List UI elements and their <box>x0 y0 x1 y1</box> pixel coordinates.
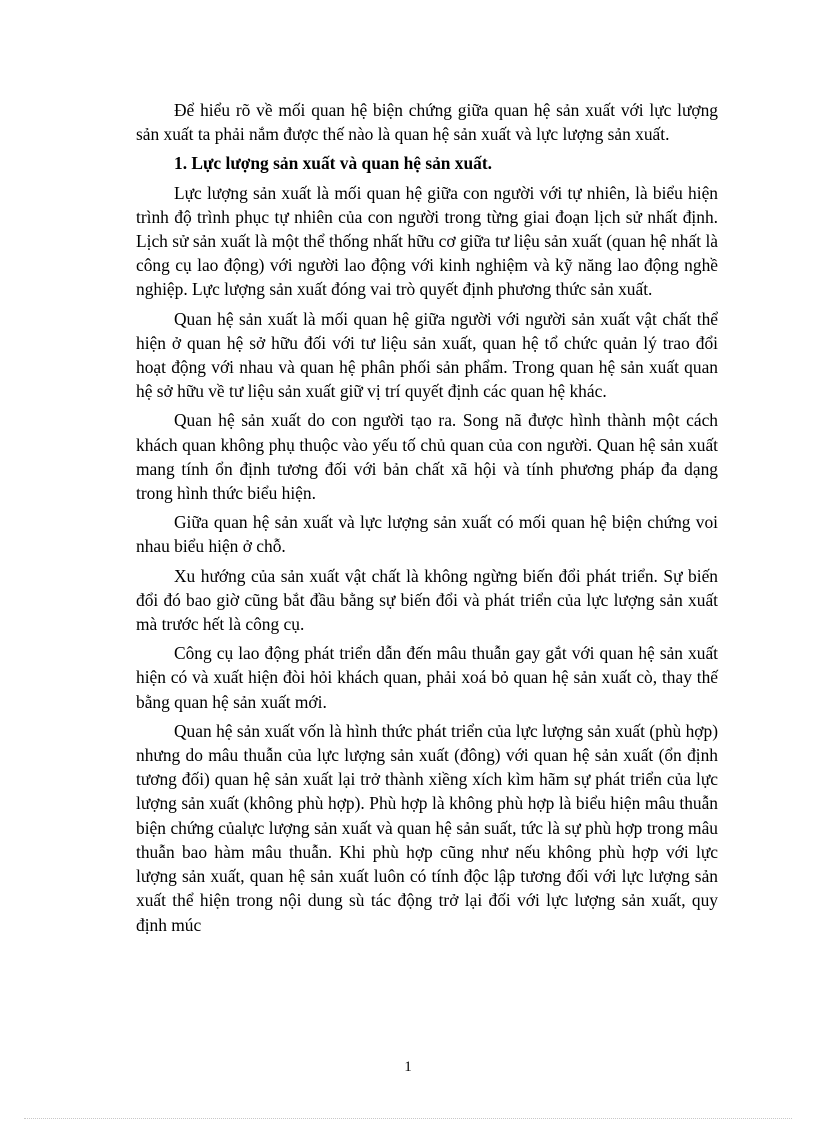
intro-paragraph: Để hiểu rõ về mối quan hệ biện chứng giữa quan hệ sản xuất với lực lượng sản xuất ta phải nắm được thế nào là quan hệ sản xuất và lực lượng sản xuất. <box>136 100 718 145</box>
paragraph-dialectical-relation: Giữa quan hệ sản xuất và lực lượng sản xuất có mối quan hệ biện chứng voi nhau biểu hiện ở chỗ. <box>136 512 718 557</box>
paragraph-development-trend: Xu hướng của sản xuất vật chất là không ngừng biến đổi phát triển. Sự biến đổi đó bao giờ cũng bắt đầu bằng sự biến đổi và phát triển của lực lượng sản xuất mà trước hết là công cụ. <box>136 565 718 635</box>
paragraph-labor-tools: Công cụ lao động phát triển dẫn đến mâu thuẫn gay gắt với quan hệ sản xuất hiện có và xuất hiện đòi hỏi khách quan, phải xoá bỏ quan hệ sản xuất cò, thay thế bằng quan hệ sản xuất mới. <box>136 643 718 712</box>
page-number: 1 <box>404 1059 412 1075</box>
paragraph-relations-of-production: Quan hệ sản xuất là mối quan hệ giữa người với người sản xuất vật chất thể hiện ở quan hệ sở hữu đối với tư liệu sản xuất, quan hệ tổ chức quản lý trao đổi hoạt động với nhau và quan hệ phân phối sản phẩm. Trong quan hệ sản xuất quan hệ sở hữu về tư liệu sản xuất giữ vị trí quyết định các quan hệ khác. <box>136 308 718 402</box>
document-body <box>136 98 718 942</box>
paragraph-conformity: Quan hệ sản xuất vốn là hình thức phát triển của lực lượng sản xuất (phù hợp) nhưng do mâu thuẫn của lực lượng sản xuất (đông) với quan hệ sản xuất (ổn định tương đối) quan hệ sản xuất lại trở thành xiềng xích kìm hãm sự phát triển của lực lượng sản xuất (không phù hợp). Phù hợp là không phù hợp là biểu hiện mâu thuẫn biện chứng củalực lượng sản xuất và quan hệ sản suất, tức là sự phù hợp trong mâu thuẫn bao hàm mâu thuẫn. Khi phù hợp cũng như nếu không phù hợp với lực lượng sản xuất, quan hệ sản xuất luôn có tính độc lập tương đối với lực lượng sản xuất thể hiện trong nội dung sù tác động trở lại đối với lực lượng sản xuất, quy định múc <box>136 720 718 935</box>
paragraph-human-created: Quan hệ sản xuất do con người tạo ra. Song nã được hình thành một cách khách quan không phụ thuộc vào yếu tố chủ quan của con người. Quan hệ sản xuất mang tính ổn định tương đối với bản chất xã hội và tính phương pháp đa dạng trong hình thức biểu hiện. <box>136 410 718 504</box>
page-bottom-divider <box>24 1118 792 1119</box>
section-heading: 1. Lực lượng sản xuất và quan hệ sản xuất. <box>174 153 493 174</box>
paragraph-productive-forces: Lực lượng sản xuất là mối quan hệ giữa con người với tự nhiên, là biểu hiện trình độ trình phục tự nhiên của con người trong từng giai đoạn lịch sử nhất định. Lịch sử sản xuất là một thể thống nhất hữu cơ giữa tư liệu sản xuất (quan hệ nhất là công cụ lao động) với người lao động với kinh nghiệm và kỹ năng lao động nghề nghiệp. Lực lượng sản xuất đóng vai trò quyết định phương thức sản xuất. <box>136 182 718 300</box>
